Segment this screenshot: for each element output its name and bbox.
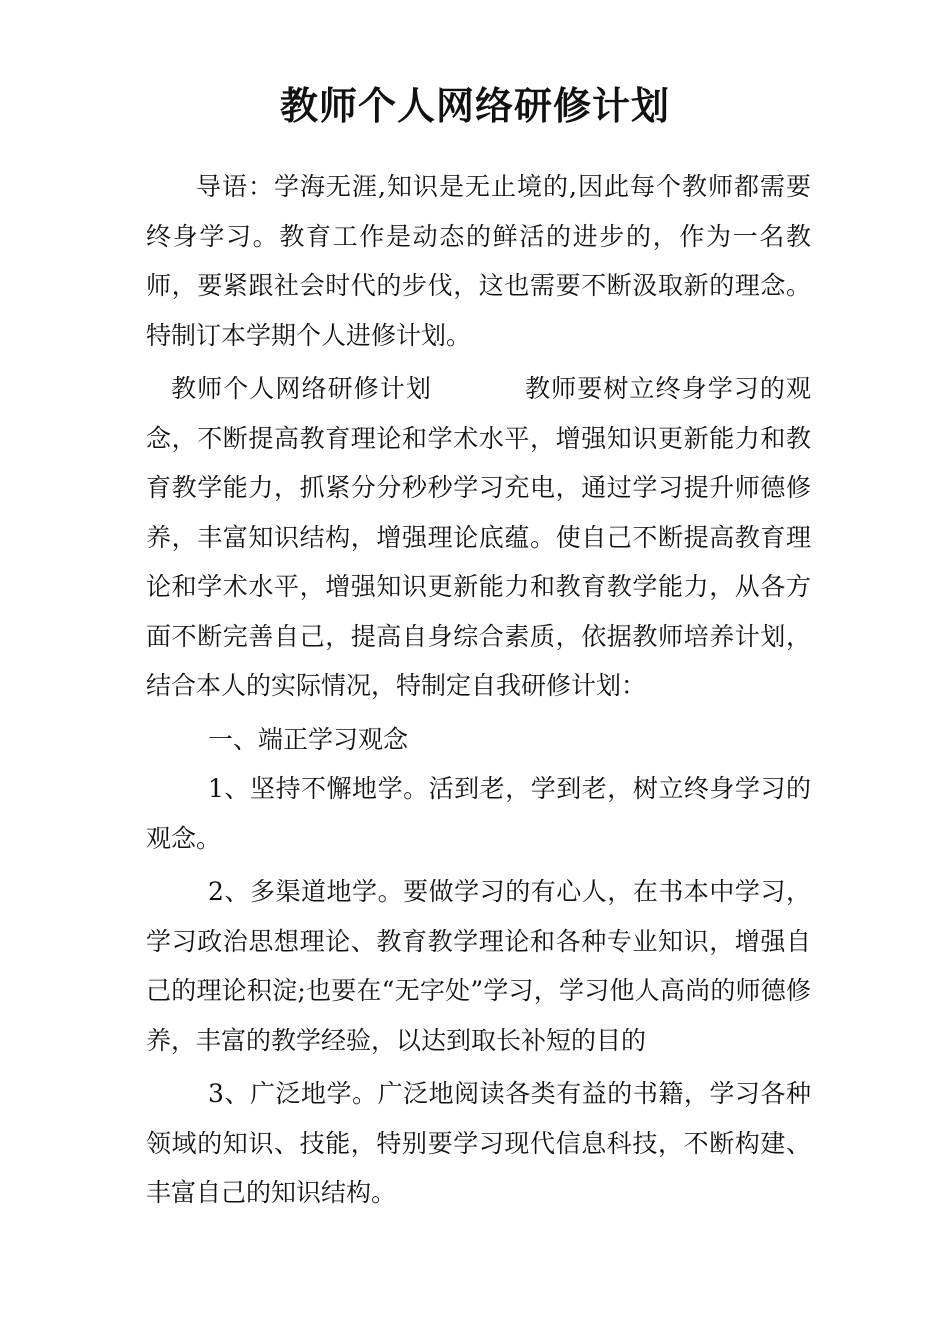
document-title: 教师个人网络研修计划 xyxy=(279,83,670,128)
list-item-3: 3、广泛地学。广泛地阅读各类有益的书籍，学习各种领域的知识、技能，特别要学习现代信息科技，不断构建、丰富自己的知识结构。 xyxy=(146,1079,811,1207)
document-body xyxy=(146,162,811,1222)
main-text: 教师要树立终身学习的观念，不断提高教育理论和学术水平，增强知识更新能力和教育教学能力，抓紧分分秒秒学习充电，通过学习提升师德修养，丰富知识结构，增强理论底蕴。使自己不断提高教育理论和学术水平，增强知识更新能力和教育教学能力，从各方面不断完善自己，提高自身综合素质，依据教师培养计划，结合本人的实际情况，特制定自我研修计划： xyxy=(146,374,811,700)
main-paragraph xyxy=(146,364,811,711)
section-heading: 一、端正学习观念 xyxy=(208,724,409,754)
list-item-2: 2、多渠道地学。要做学习的有心人，在书本中学习，学习政治思想理论、教育教学理论和各种专业知识，增强自己的理论积淀;也要在“无字处”学习，学习他人高尚的师德修养，丰富的教学经验，以达到取长补短的目的 xyxy=(146,877,811,1055)
intro-paragraph: 导语：学海无涯,知识是无止境的,因此每个教师都需要终身学习。教育工作是动态的鲜活的进步的，作为一名教师，要紧跟社会时代的步伐，这也需要不断汲取新的理念。特制订本学期个人进修计划。 xyxy=(146,172,811,350)
main-lead: 教师个人网络研修计划 xyxy=(171,374,432,403)
list-item-1: 1、坚持不懈地学。活到老，学到老，树立终身学习的观念。 xyxy=(146,774,811,853)
